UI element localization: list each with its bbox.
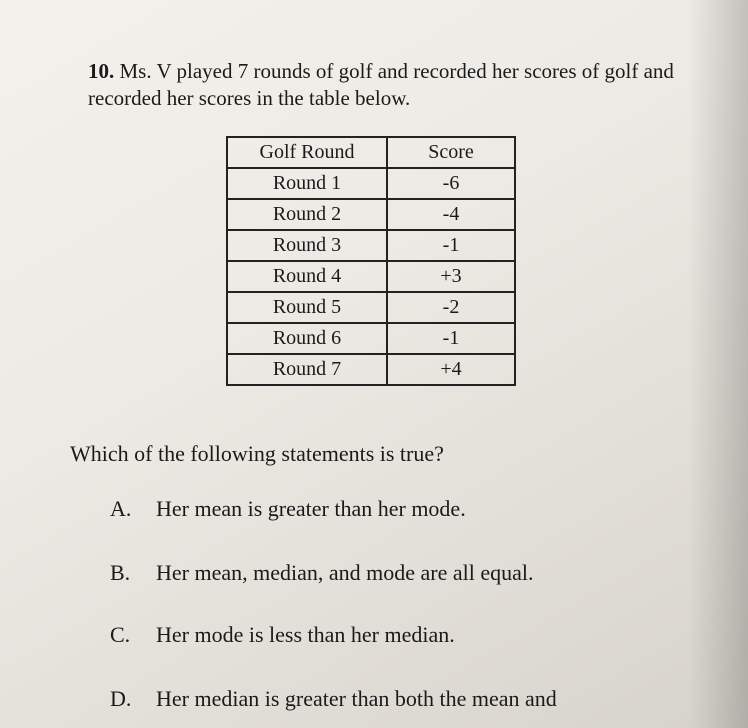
round-cell: Round 3: [227, 230, 387, 261]
table-header-row: [227, 137, 515, 168]
round-cell: Round 6: [227, 323, 387, 354]
round-cell: Round 1: [227, 168, 387, 199]
table-row: [227, 168, 515, 199]
choice-a[interactable]: [110, 496, 466, 522]
choice-text: Her mean, median, and mode are all equal.: [156, 560, 534, 585]
score-cell: -2: [387, 292, 515, 323]
round-cell: Round 5: [227, 292, 387, 323]
choice-text: Her median is greater than both the mean and: [156, 686, 557, 711]
score-cell: -1: [387, 230, 515, 261]
choice-c[interactable]: [110, 622, 455, 648]
choice-letter: B.: [110, 560, 131, 585]
choice-text: Her mean is greater than her mode.: [156, 496, 466, 521]
choice-text: Her mode is less than her median.: [156, 622, 455, 647]
scores-table-container: [226, 136, 516, 386]
question-text: [88, 58, 708, 112]
round-cell: Round 4: [227, 261, 387, 292]
table-row: [227, 323, 515, 354]
question-prompt: Which of the following statements is true?: [70, 441, 444, 466]
table-row: [227, 292, 515, 323]
choice-letter: D.: [110, 686, 132, 711]
column-header-score: Score: [387, 137, 515, 168]
score-cell: +3: [387, 261, 515, 292]
column-header-golf-round: Golf Round: [227, 137, 387, 168]
score-cell: -6: [387, 168, 515, 199]
question-number: 10.: [88, 59, 115, 83]
score-cell: -1: [387, 323, 515, 354]
score-cell: +4: [387, 354, 515, 385]
table-row: [227, 230, 515, 261]
table-row: [227, 199, 515, 230]
question-body: Ms. V played 7 rounds of golf and recorded her scores of golf and recorded her scores in the table below.: [88, 59, 674, 110]
table-row: [227, 261, 515, 292]
scores-table: [226, 136, 516, 386]
table-row: [227, 354, 515, 385]
round-cell: Round 7: [227, 354, 387, 385]
round-cell: Round 2: [227, 199, 387, 230]
choice-b[interactable]: [110, 560, 534, 586]
choice-d[interactable]: [110, 686, 557, 712]
score-cell: -4: [387, 199, 515, 230]
choice-letter: C.: [110, 622, 131, 647]
choice-letter: A.: [110, 496, 132, 521]
